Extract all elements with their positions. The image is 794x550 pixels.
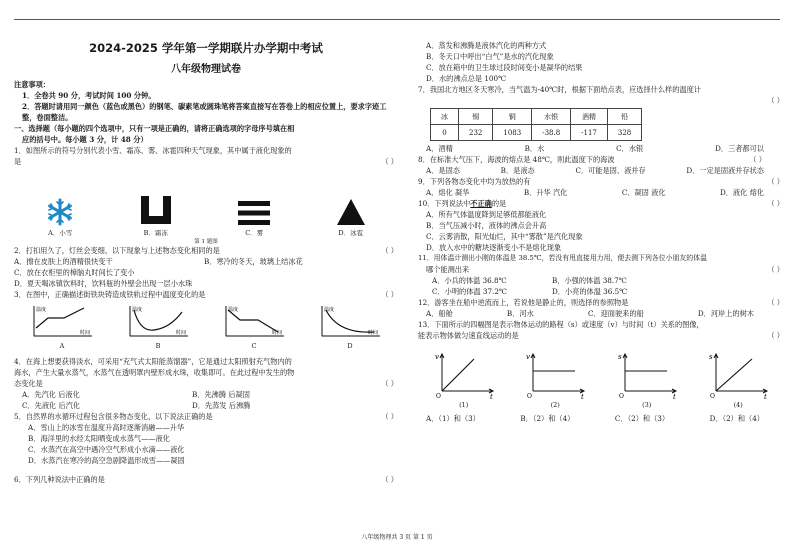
q7-table — [430, 108, 642, 141]
q13-graph-3-label: (3) — [642, 401, 652, 409]
q3-graphs — [14, 304, 398, 350]
q2-option-c[interactable]: C．放在衣柜里的樟脑丸时间长了变小 — [14, 268, 135, 277]
q2-option-b[interactable]: B．寒冷的冬天，玻璃上结冰花 — [204, 257, 303, 266]
svg-text:时间: 时间 — [272, 330, 283, 336]
svg-text:s: s — [617, 353, 622, 361]
table-cell: -117 — [571, 125, 608, 141]
q3-letter-c: C — [251, 342, 257, 350]
exam-title: 2024-2025 学年第一学期联片办学期中考试 — [89, 41, 323, 55]
q10-option-d[interactable]: D．放入水中的糖块逐渐变小不是熔化现象 — [426, 243, 562, 252]
table-cell: 0 — [431, 125, 459, 141]
q12-option-d[interactable]: D．河岸上的树木 — [697, 309, 754, 318]
q7-stem: 7．我国北方地区冬天寒冷，当气温为-40℃时，根据下面给点表，应选择什么样的温度计 — [418, 85, 701, 94]
q12-option-b[interactable]: B．河水 — [506, 309, 534, 318]
q8-option-a[interactable]: A．是固态 — [426, 166, 460, 175]
q1-stem-line2: 是 （ ） — [14, 157, 398, 166]
right-column — [418, 40, 784, 424]
section1-heading: 一、选择题（每小题的四个选项中，只有一项是正确的，请将正确选项的字母序号填在相 — [14, 124, 295, 133]
q9-options — [418, 187, 784, 198]
q5-option-d[interactable]: D．水蒸汽在寒冷的高空急剧降温形成雪——凝固 — [28, 456, 185, 465]
q13-option-d[interactable]: D．（2）和（4） — [709, 414, 764, 423]
q1-label-b: B．霜冻 — [143, 229, 168, 237]
svg-text:温度: 温度 — [36, 307, 47, 313]
q13-option-b[interactable]: B．（2）和（4） — [520, 414, 575, 423]
hail-symbol — [336, 198, 366, 237]
q11-option-c[interactable]: C．小明的体温 37.2℃ — [432, 287, 507, 296]
svg-text:时间: 时间 — [80, 330, 91, 336]
frost-symbol — [139, 196, 173, 237]
q4-option-row1 — [14, 389, 398, 400]
q10-option-b[interactable]: B．当气压减小时，液体的沸点会升高 — [426, 221, 547, 230]
q13-graph-1[interactable] — [432, 351, 496, 409]
svg-text:温度: 温度 — [132, 307, 143, 313]
q3-stem: 3．在图中，正确描述街铁块铸造成铁轨过程中温度变化的是 （ ） — [14, 290, 398, 299]
snow-symbol — [46, 198, 74, 237]
q6-option-d[interactable]: D．水的沸点总是 100℃ — [426, 74, 507, 83]
q4-line3: 态变化是 （ ） — [14, 379, 398, 388]
q2-stem: 2．打扣用久了，灯丝会变细，以下现象与上述物态变化相同的是 （ ） — [14, 246, 398, 255]
q3-graph-b[interactable] — [126, 304, 190, 350]
q9-option-c[interactable]: C．凝固 液化 — [621, 188, 666, 197]
q6-option-a[interactable]: A．蒸发和沸腾是液体汽化的两种方式 — [426, 41, 547, 50]
q4-option-d[interactable]: D．先蒸发 后沸腾 — [192, 401, 251, 410]
svg-text:时间: 时间 — [368, 330, 379, 336]
q3-letter-a: A — [59, 342, 65, 350]
svg-text:O: O — [435, 393, 441, 399]
q11-option-row2 — [418, 286, 784, 297]
q13-options — [418, 413, 784, 424]
q7-option-d[interactable]: D．三者都可以 — [715, 144, 764, 153]
snowflake-icon — [46, 198, 74, 226]
frost-icon — [139, 196, 173, 226]
q2-option-a[interactable]: A．擦在皮肤上的酒精很快变干 — [14, 257, 113, 266]
q7-option-b[interactable]: B．水 — [524, 144, 545, 153]
q6-option-b[interactable]: B．冬天口中呼出“白气”是水的汽化现象 — [426, 52, 554, 61]
table-cell: 232 — [459, 125, 493, 141]
q11-answer-paren[interactable]: （ ） — [767, 265, 784, 274]
q13-graph-4[interactable] — [706, 351, 770, 409]
q13-stem-line2: 能表示物体做匀速直线运动的是 （ ） — [418, 331, 784, 340]
section1-heading-cont: 应的括号中。每小题 3 分，计 48 分） — [22, 135, 148, 144]
svg-text:v: v — [526, 353, 531, 361]
q3-answer-paren[interactable]: （ ） — [381, 290, 398, 299]
q1-label-c: C．雾 — [245, 229, 264, 237]
q9-stem: 9．下列各物态变化中均为放热的有 （ ） — [418, 177, 784, 186]
q8-options — [418, 165, 784, 176]
q8-option-c[interactable]: C．可能是固、液并存 — [575, 166, 646, 175]
q1-answer-paren[interactable]: （ ） — [381, 157, 398, 166]
q13-answer-paren[interactable]: （ ） — [767, 331, 784, 340]
fog-icon — [237, 200, 271, 226]
q5-answer-paren[interactable]: （ ） — [381, 412, 398, 421]
q7-options — [418, 143, 784, 154]
q13-graph-2-label: (2) — [550, 401, 560, 409]
page-footer: 八年级物理共 3 页 第 1 页 — [361, 534, 433, 541]
svg-text:v: v — [434, 353, 439, 361]
q8-answer-paren[interactable]: （ ） — [749, 155, 766, 164]
q13-option-a[interactable]: A．（1）和（3） — [426, 414, 480, 423]
q7-option-c[interactable]: C．水银 — [616, 144, 644, 153]
svg-text:t: t — [764, 393, 768, 399]
q12-stem: 12．游客坐在船中逆流而上，若说他是静止的，则选择的参照物是 （ ） — [418, 298, 784, 307]
hail-triangle-icon — [336, 198, 366, 226]
q6-stem: 6．下列几种说法中正确的是 （ ） — [14, 475, 398, 484]
q4-option-b[interactable]: B．先沸腾 后凝固 — [192, 390, 250, 399]
table-cell: 水银 — [532, 109, 571, 125]
q13-graph-1-label: (1) — [459, 401, 469, 409]
q4-answer-paren[interactable]: （ ） — [381, 379, 398, 388]
svg-text:t: t — [489, 393, 493, 399]
q13-graphs — [418, 351, 784, 409]
q2-option-row1 — [14, 256, 398, 267]
q3-letter-b: B — [155, 342, 161, 350]
q13-graph-2[interactable] — [523, 351, 587, 409]
q6-option-c[interactable]: C．放在箱中的卫生球过段时间变小是凝华的结果 — [426, 63, 583, 72]
svg-text:O: O — [710, 393, 716, 399]
table-cell: 锡 — [459, 109, 493, 125]
q9-option-a[interactable]: A．熔化 凝华 — [426, 188, 470, 197]
q10-option-a[interactable]: A．所有气体温度降到足够低都能液化 — [426, 210, 547, 219]
q10-emphasis: 不正确 — [470, 199, 492, 208]
q3-letter-d: D — [347, 342, 353, 350]
q9-answer-paren[interactable]: （ ） — [767, 177, 784, 186]
q4-option-row2 — [14, 400, 398, 411]
q8-option-d[interactable]: D．一定是固液并存状态 — [686, 166, 764, 175]
svg-text:s: s — [709, 353, 713, 361]
q3-graph-d[interactable] — [318, 304, 382, 350]
q1-label-d: D．冰雹 — [338, 229, 364, 237]
q12-option-a[interactable]: A．船舱 — [426, 309, 453, 318]
q13-stem: 13．下面所示的四幅图是表示物体运动的路程（s）或速度（v）与时间（t）关系的图像， — [418, 320, 704, 329]
table-row — [431, 125, 642, 141]
table-cell: 酒精 — [571, 109, 608, 125]
q1-stem: 1．如图所示的符号分别代表小雪、霜冻、雾、冰雹四种天气现象，其中属于液化现象的 — [14, 146, 292, 155]
q2-answer-paren[interactable]: （ ） — [381, 246, 398, 255]
q4-line2: 海水，产生大量水蒸气，水蒸气在透明罩内壁形成水珠，收集即可。在此过程中发生的物 — [14, 368, 295, 377]
q5-option-a[interactable]: A．雪山上的冰雪在温度升高时逐渐消融——升华 — [28, 423, 185, 432]
q5-stem: 5．自然界的水循环过程包含很多物态变化，以下说法正确的是 （ ） — [14, 412, 398, 421]
q10-option-c[interactable]: C．云雾消散，阳光灿烂，其中“雾散”是汽化现象 — [426, 232, 583, 241]
q11-option-a[interactable]: A．小兵的体温 36.8℃ — [432, 276, 507, 285]
table-cell: 铅 — [607, 109, 641, 125]
svg-text:O: O — [618, 393, 624, 399]
exam-subtitle: 八年级物理试卷 — [171, 64, 241, 75]
q8-stem: 8．在标准大气压下，海波的熔点是 48℃，则此温度下的海波 （ ） — [418, 155, 766, 164]
q1-caption: 第 1 题图 — [194, 239, 218, 245]
q10-stem: 10．下列说法中不正确的是 （ ） — [418, 199, 784, 208]
q4-option-c[interactable]: C．先液化 后汽化 — [22, 401, 81, 410]
q13-graph-3[interactable] — [615, 351, 679, 409]
q9-option-d[interactable]: D．液化 熔化 — [719, 188, 764, 197]
q12-option-c[interactable]: C．迎面驶来的船 — [587, 309, 644, 318]
table-header-row — [431, 109, 642, 125]
q12-answer-paren[interactable]: （ ） — [767, 298, 784, 307]
q4-option-a[interactable]: A．先汽化 后液化 — [22, 390, 80, 399]
note-2: 2．答题时请用同一颜色（蓝色或黑色）的钢笔、碳素笔或圆珠笔将答案直接写在答卷上的相应位置上，要求字迹工整，卷面整洁。 — [22, 102, 387, 122]
q11-stem: 11．用体温计测出小刚的体温是 38.5℃，若没有甩直接用力用，便去测下列各位小朋友的体温 — [418, 254, 707, 262]
q11-option-b[interactable]: B．小强的体温 38.7℃ — [552, 276, 627, 285]
q10-answer-paren[interactable]: （ ） — [767, 199, 784, 208]
top-rule — [14, 19, 780, 20]
q11-stem-line2: 哪个能测出来 （ ） — [426, 265, 784, 274]
q1-label-a: A．小雪 — [48, 229, 73, 237]
fog-symbol — [237, 200, 271, 237]
q7-option-a[interactable]: A．酒精 — [426, 144, 453, 153]
q4-line1: 4．在海上想要获得淡水，可采用“充气式太阳能蒸馏器”，它是通过太阳照射充气物内的 — [14, 357, 292, 366]
q11-option-row1 — [418, 275, 784, 286]
svg-text:t: t — [672, 393, 676, 399]
table-cell: 铜 — [493, 109, 532, 125]
q5-option-c[interactable]: C．水蒸汽在高空中遇冷空气形成小水滴——液化 — [28, 445, 185, 454]
notes-heading: 注意事项： — [14, 80, 50, 89]
q5-option-b[interactable]: B．海洋里的水经太阳晒变成水蒸气——液化 — [28, 434, 170, 443]
table-cell: 328 — [607, 125, 641, 141]
table-cell: 冰 — [431, 109, 459, 125]
q12-options — [418, 308, 784, 319]
svg-text:时间: 时间 — [176, 330, 187, 336]
q1-figure — [14, 171, 398, 237]
q7-answer-paren[interactable]: （ ） — [767, 96, 784, 105]
q2-option-d[interactable]: D．夏天喝冰镇饮料时，饮料瓶的外壁会出现一层小水珠 — [14, 279, 193, 288]
svg-text:温度: 温度 — [324, 307, 335, 313]
table-cell: -38.8 — [532, 125, 571, 141]
q3-graph-a[interactable] — [30, 304, 94, 350]
q6-answer-paren[interactable]: （ ） — [381, 475, 398, 484]
q3-graph-c[interactable] — [222, 304, 286, 350]
note-1: 1．全卷共 90 分，考试时间 100 分钟。 — [22, 91, 156, 100]
q11-option-d[interactable]: D．小亮的体温 36.5℃ — [552, 287, 628, 296]
table-cell: 1083 — [493, 125, 532, 141]
q13-graph-4-label: (4) — [733, 401, 743, 409]
svg-text:t: t — [581, 393, 585, 399]
left-column — [14, 24, 398, 485]
svg-text:温度: 温度 — [228, 307, 239, 313]
svg-text:O: O — [527, 393, 533, 399]
q8-option-b[interactable]: B．是液态 — [500, 166, 535, 175]
q9-option-b[interactable]: B．升华 汽化 — [523, 188, 568, 197]
q13-option-c[interactable]: C．（2）和（3） — [614, 414, 670, 423]
